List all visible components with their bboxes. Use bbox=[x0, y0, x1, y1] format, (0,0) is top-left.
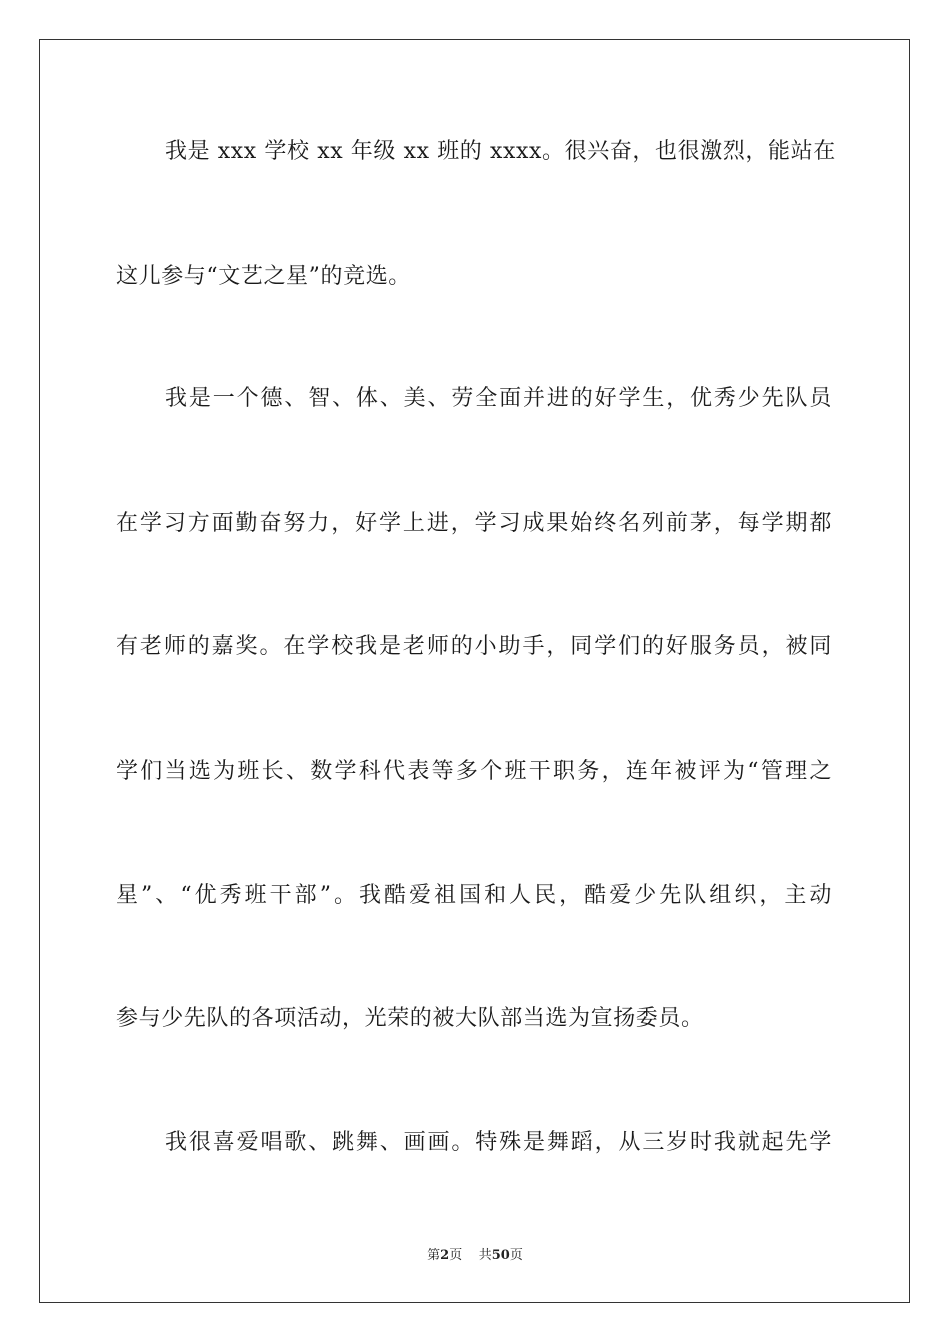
paragraph-3-line-1: 我很喜爱唱歌、跳舞、画画。特殊是舞蹈，从三岁时我就起先学 bbox=[165, 1130, 832, 1155]
paragraph-2-line-6: 参与少先队的各项活动，光荣的被大队部当选为宣扬委员。 bbox=[116, 1006, 704, 1031]
page-footer bbox=[0, 1247, 950, 1265]
paragraph-2-line-1: 我是一个德、智、体、美、劳全面并进的好学生，优秀少先队员 bbox=[165, 386, 832, 411]
paragraph-2-line-2: 在学习方面勤奋努力，好学上进，学习成果始终名列前茅，每学期都 bbox=[116, 511, 832, 536]
page-prefix: 第 bbox=[427, 1248, 441, 1263]
page-total: 50 bbox=[491, 1248, 510, 1263]
paragraph-2-line-3: 有老师的嘉奖。在学校我是老师的小助手，同学们的好服务员，被同 bbox=[116, 634, 832, 659]
total-suffix: 页 bbox=[509, 1248, 523, 1263]
paragraph-1-line-1: 我是 xxx 学校 xx 年级 xx 班的 xxxx。很兴奋，也很激烈，能站在 bbox=[165, 139, 836, 164]
paragraph-1-line-2: 这儿参与“文艺之星”的竞选。 bbox=[116, 264, 411, 289]
page-border bbox=[39, 39, 910, 1303]
paragraph-2-line-5: 星”、“优秀班干部”。我酷爱祖国和人民，酷爱少先队组织，主动 bbox=[116, 883, 832, 908]
page-current: 2 bbox=[440, 1248, 450, 1263]
total-prefix: 共 bbox=[478, 1248, 492, 1263]
paragraph-2-line-4: 学们当选为班长、数学科代表等多个班干职务，连年被评为“管理之 bbox=[116, 759, 832, 784]
page-suffix: 页 bbox=[449, 1248, 463, 1263]
